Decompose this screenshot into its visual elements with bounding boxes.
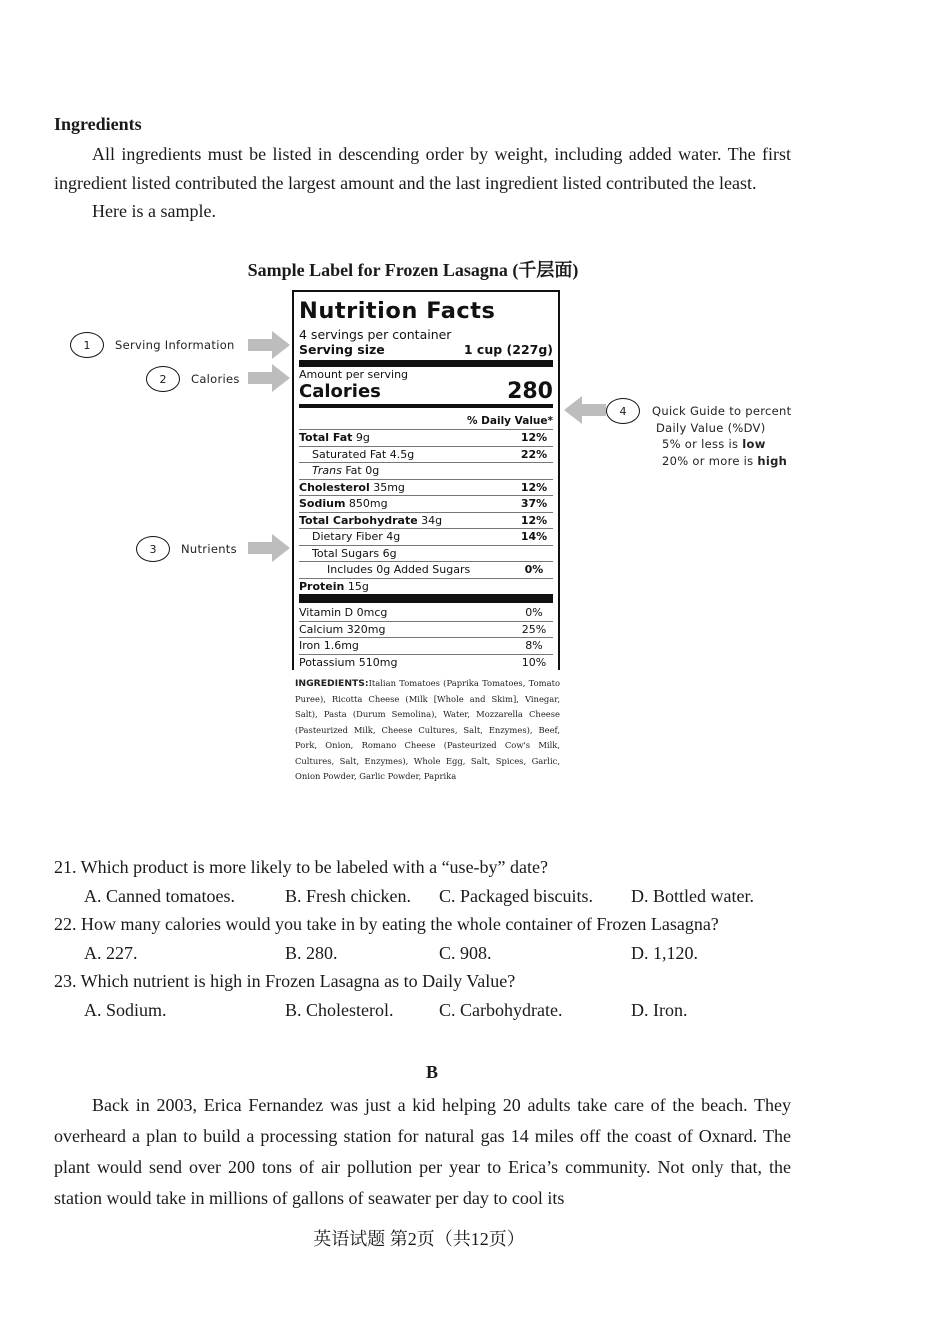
nutrient-list	[299, 429, 553, 594]
nutrient-bold: Sodium	[299, 497, 346, 510]
arrow-icon	[248, 364, 290, 392]
question-23: 23. Which nutrient is high in Frozen Lasagna as to Daily Value?	[54, 971, 516, 991]
vitamin-pct: 25%	[521, 622, 547, 636]
nutrient-row	[299, 429, 553, 446]
callout-arrows-left	[240, 330, 300, 600]
nutrient-row	[299, 479, 553, 496]
callout-number: 1	[70, 332, 104, 358]
nutrient-pct	[515, 546, 553, 562]
section-heading: Ingredients	[54, 114, 142, 134]
guide-emphasis: low	[742, 437, 766, 451]
option-c: C. Carbohydrate.	[439, 1000, 563, 1020]
option-d: D. Iron.	[631, 1000, 688, 1020]
nutrient-pct: 37%	[520, 497, 548, 510]
nutrient-row	[299, 545, 553, 562]
guide-line: Quick Guide to percent	[652, 404, 792, 418]
nutrient-amount: 35mg	[369, 480, 405, 494]
option-c: C. 908.	[439, 943, 492, 963]
nutrient-bold: Protein	[299, 579, 345, 593]
arrow-icon	[248, 331, 290, 359]
callout-arrow-right	[560, 395, 610, 429]
nutrient-pct: 12%	[520, 480, 548, 494]
vitamin-name: Potassium 510mg	[299, 655, 398, 669]
vitamin-name: Calcium 320mg	[299, 622, 386, 636]
ingredients-intro	[54, 140, 791, 226]
guide-text: 20% or more is	[662, 453, 758, 468]
vitamin-row	[299, 605, 553, 621]
callout-quick-guide	[652, 403, 812, 469]
calories-row	[299, 381, 553, 403]
nutrient-row	[299, 495, 553, 512]
callout-label-calories: Calories	[191, 372, 240, 386]
ingredients-list	[292, 670, 560, 785]
nutrient-pct: 0%	[524, 563, 544, 576]
nutrient-pct: 12%	[520, 513, 548, 527]
nutrient-row	[299, 512, 553, 529]
nutrient-name: Saturated Fat 4.5g	[312, 447, 415, 461]
callout-label-nutrients: Nutrients	[181, 542, 237, 556]
vitamin-name: Iron 1.6mg	[299, 639, 359, 653]
ingredients-paragraph: All ingredients must be listed in descending order by weight, including added water. The first ingredient listed contributed the largest amount and the last ingredient listed contributed the least.	[54, 144, 791, 193]
nutrient-name	[299, 513, 442, 529]
question-21-options	[0, 882, 900, 910]
guide-line-low	[652, 436, 812, 453]
nutrient-row	[299, 561, 553, 578]
nutrient-row	[299, 462, 553, 479]
nutrient-name: Dietary Fiber 4g	[312, 530, 401, 543]
option-b: B. Fresh chicken.	[285, 886, 411, 906]
nutrient-name	[299, 430, 370, 446]
nutrient-row	[299, 578, 553, 595]
option-a: A. 227.	[84, 943, 138, 963]
nutrient-row	[299, 528, 553, 545]
calories-label: Calories	[299, 381, 381, 402]
nutrient-row	[299, 446, 553, 463]
nutrient-name	[299, 463, 379, 479]
guide-line: Daily Value (%DV)	[656, 420, 766, 435]
serving-size-value: 1 cup (227g)	[463, 342, 553, 357]
nutrient-name: Total Sugars 6g	[312, 546, 397, 560]
vitamin-list	[299, 605, 553, 670]
nutrient-name	[299, 480, 405, 496]
question-23-options	[0, 996, 900, 1024]
nutrition-facts-box	[292, 290, 560, 670]
divider-medium	[299, 404, 553, 408]
vitamin-row	[299, 621, 553, 638]
nutrition-facts-label	[292, 290, 560, 785]
question-21: 21. Which product is more likely to be labeled with a “use-by” date?	[54, 857, 549, 877]
section-b-passage	[54, 1090, 791, 1214]
nutrient-amount: 15g	[344, 579, 369, 593]
section-b-heading: B	[425, 1062, 438, 1082]
ingredients-text: Italian Tomatoes (Paprika Tomatoes, Tomato Puree), Ricotta Cheese (Milk [Whole and Skim], Vinegar, Salt), Pasta (Durum Semolina), Water, Mozzarella Cheese (Pasteurized Milk, Cheese Cultures, Salt, Enzymes), Beef, Pork, Onion, Romano Cheese (Pasteurized Cow's Milk, Cultures, Salt, Enzymes), Whole Egg, Salt, Spices, Garlic, Onion Powder, Garlic Powder, Paprika	[295, 678, 560, 782]
vitamin-pct: 0%	[525, 606, 543, 619]
nutrient-name	[299, 496, 388, 512]
nutrient-bold: Total Fat	[299, 431, 353, 444]
callout-number: 4	[606, 398, 640, 424]
option-d: D. 1,120.	[631, 943, 698, 963]
arrow-icon	[564, 396, 606, 424]
vitamin-row	[299, 654, 553, 671]
option-b: B. 280.	[285, 943, 338, 963]
option-a: A. Canned tomatoes.	[84, 886, 235, 906]
page-footer: 英语试题 第2页（共12页）	[313, 1229, 525, 1249]
callout-number: 2	[146, 366, 180, 392]
servings-per-container: 4 servings per container	[299, 327, 452, 342]
nutrient-name	[299, 579, 369, 595]
serving-size-label: Serving size	[299, 342, 385, 357]
guide-emphasis: high	[757, 453, 788, 468]
nutrient-name: Includes 0g Added Sugars	[327, 563, 471, 576]
vitamin-pct: 10%	[521, 655, 547, 669]
question-22-options	[0, 939, 900, 967]
vitamin-row	[299, 637, 553, 654]
nutrient-pct: 12%	[520, 431, 548, 444]
arrow-icon	[248, 534, 290, 562]
option-a: A. Sodium.	[84, 1000, 167, 1020]
ingredients-heading: INGREDIENTS:	[295, 678, 369, 690]
guide-text: 5% or less is	[662, 437, 743, 451]
nutrient-pct: 22%	[520, 447, 548, 461]
amount-per-serving: Amount per serving	[299, 368, 409, 381]
question-22: 22. How many calories would you take in by eating the whole container of Frozen Lasagna?	[54, 914, 719, 934]
guide-line-high	[652, 453, 812, 470]
calories-value: 280	[507, 379, 553, 404]
label-title: Nutrition Facts	[299, 298, 496, 324]
nutrient-amount: 850mg	[345, 497, 388, 510]
nutrient-bold: Cholesterol	[299, 480, 370, 494]
nutrient-amount: Fat 0g	[341, 464, 380, 477]
callout-number: 3	[136, 536, 170, 562]
option-d: D. Bottled water.	[631, 886, 754, 906]
daily-value-header: % Daily Value*	[467, 415, 553, 427]
nutrient-italic: Trans	[312, 464, 342, 477]
vitamin-pct: 8%	[525, 639, 543, 653]
vitamin-name: Vitamin D 0mcg	[299, 606, 388, 619]
callout-label-serving: Serving Information	[115, 338, 235, 352]
option-c: C. Packaged biscuits.	[439, 886, 593, 906]
nutrient-pct	[515, 579, 553, 595]
nutrient-amount: 34g	[417, 513, 443, 527]
sample-label-title: Sample Label for Frozen Lasagna (千层面)	[247, 260, 579, 280]
nutrient-pct	[515, 463, 553, 479]
serving-size-row	[299, 342, 553, 358]
nutrient-pct: 14%	[520, 530, 548, 543]
nutrient-bold: Total Carbohydrate	[299, 513, 418, 527]
option-b: B. Cholesterol.	[285, 1000, 394, 1020]
passage-paragraph: Back in 2003, Erica Fernandez was just a kid helping 20 adults take care of the beach. They overheard a plan to build a processing station for natural gas 14 miles off the coast of Oxnard. The plant would send over 200 tons of air pollution per year to Erica’s community. Not only that, the station would take in millions of gallons of seawater per day to cool its	[54, 1095, 791, 1208]
sample-intro: Here is a sample.	[92, 201, 216, 221]
divider-thick	[299, 594, 553, 603]
divider-thick	[299, 360, 553, 367]
nutrient-amount: 9g	[352, 431, 370, 444]
